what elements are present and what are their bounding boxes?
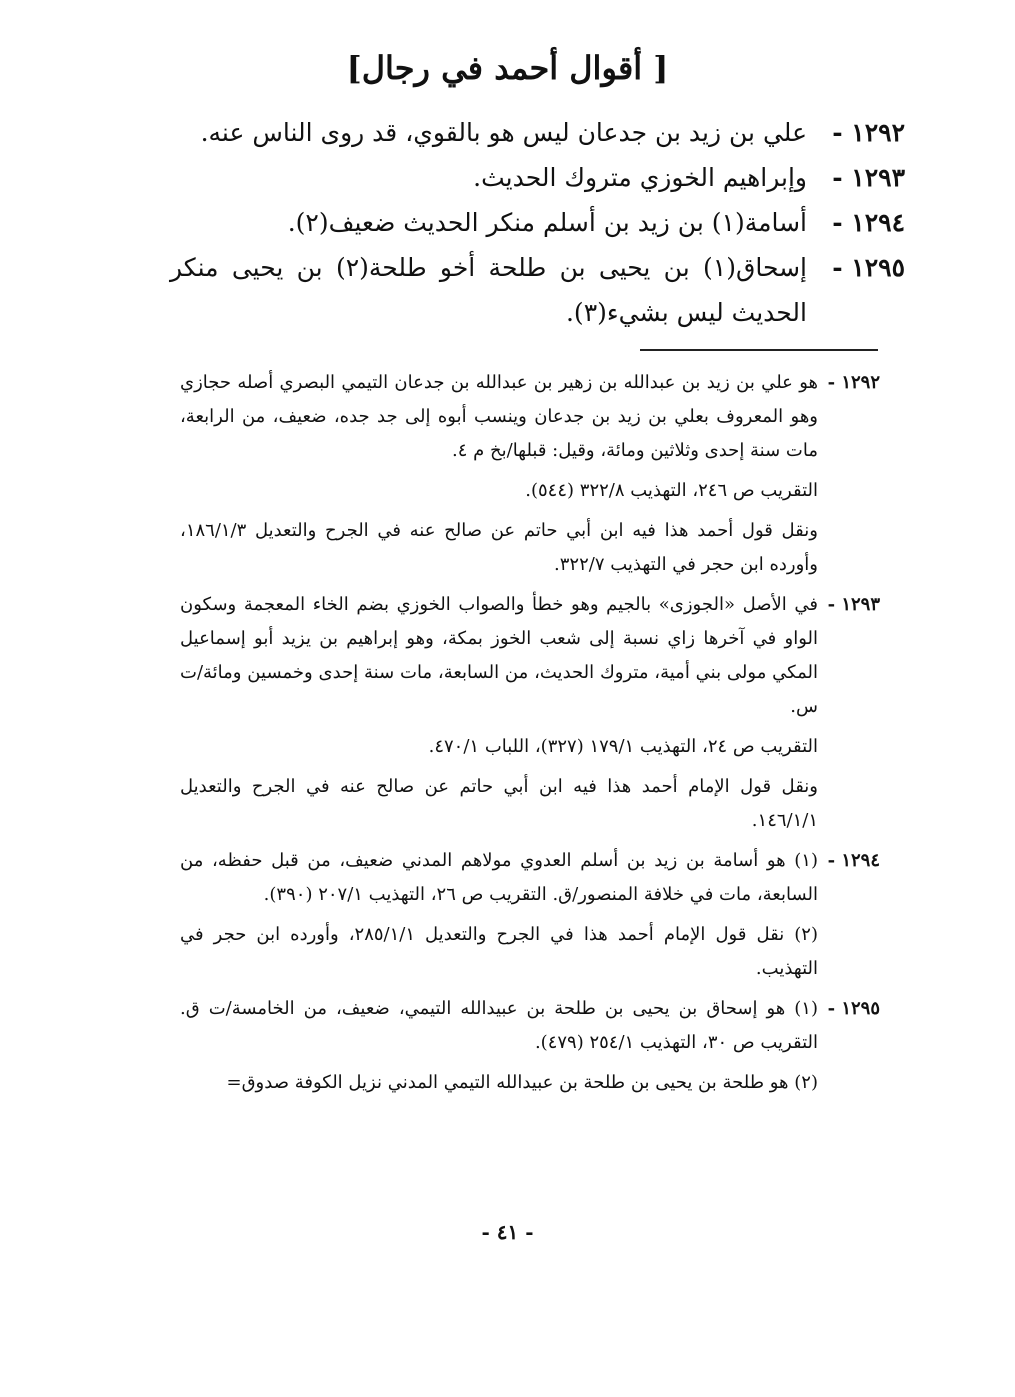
page-number: - ٤١ - [481,1220,534,1244]
entry-text: إسحاق(١) بن يحيى بن طلحة أخو طلحة(٢) بن يحيى منكر الحديث ليس بشيء(٣). [170,253,807,327]
entry-1293 [170,155,905,200]
footnote-number: ١٢٩٤ - [827,850,880,871]
footnote-paragraph: في الأصل «الجوزى» بالجيم وهو خطأ والصواب الخوزي بضم الخاء المعجمة وسكون الواو في آخرها زاي نسبة إلى شعب الخوز بمكة، وهو إبراهيم بن يزيد أبو إسماعيل المكي مولى بني أمية، متروك الحديث، من السابعة، مات سنة إحدى وخمسين ومائة/ت س. [180,594,818,717]
entry-text: وإبراهيم الخوزي متروك الحديث. [473,163,807,192]
entry-text: علي بن زيد بن جدعان ليس هو بالقوي، قد روى الناس عنه. [200,118,807,147]
footnote-paragraph: (٢) نقل قول الإمام أحمد هذا في الجرح والتعديل ٢٨٥/١/١، وأورده ابن حجر في التهذيب. [180,924,818,979]
footnote-paragraph: هو علي بن زيد بن عبدالله بن زهير بن عبدالله بن جدعان التيمي البصري أصله حجازي وهو المعروف بعلي بن زيد بن جدعان وينسب أبوه إلى جد جده، ضعيف، من الرابعة، مات سنة إحدى وثلاثين ومائة، وقيل: قبلها/بخ م ٤. [180,372,818,461]
footnote-paragraph: (٢) هو طلحة بن يحيى بن طلحة بن عبيدالله التيمي المدني نزيل الكوفة صدوق= [226,1072,818,1093]
entry-number: ١٢٩٤ - [832,208,905,237]
footnote-paragraph: ونقل قول الإمام أحمد هذا فيه ابن أبي حاتم عن صالح عنه في الجرح والتعديل ١٤٦/١/١. [180,776,819,831]
footnote-paragraph: التقريب ص ٢٤٦، التهذيب ٣٢٢/٨ (٥٤٤). [525,480,818,501]
footnote-number: ١٢٩٣ - [827,594,880,615]
main-text [170,110,905,335]
entry-text: أسامة(١) بن زيد بن أسلم منكر الحديث ضعيف(٢). [287,208,807,237]
entry-number: ١٢٩٣ - [832,163,905,192]
footnote-paragraph: (١) هو إسحاق بن يحيى بن طلحة بن عبيدالله التيمي، ضعيف، من الخامسة/ت ق. التقريب ص ٣٠، التهذيب ٢٥٤/١ (٤٧٩). [180,998,818,1053]
footnote-paragraph: التقريب ص ٢٤، التهذيب ١٧٩/١ (٣٢٧)، اللباب ٤٧٠/١. [428,736,818,757]
footnotes [180,366,880,1106]
footnote-1293 [180,588,880,838]
entry-number: ١٢٩٥ - [832,253,905,282]
entry-1292 [170,110,905,155]
page-title: [ أقوال أحمد في رجال] [346,49,669,87]
footnote-number: ١٢٩٢ - [827,372,880,393]
footnote-number: ١٢٩٥ - [827,998,880,1019]
footnote-1295 [180,992,880,1100]
entry-1294 [170,200,905,245]
footnote-1292 [180,366,880,582]
footnote-divider [640,349,878,351]
entry-1295 [170,245,905,335]
entry-number: ١٢٩٢ - [832,118,905,147]
footnote-1294 [180,844,880,986]
footnote-paragraph: (١) هو أسامة بن زيد بن أسلم العدوي مولاهم المدني ضعيف، من قبل حفظه، من السابعة، مات في خلافة المنصور/ق. التقريب ص ٢٦، التهذيب ٢٠٧/١ (٣٩٠). [180,850,818,905]
footnote-paragraph: ونقل قول أحمد هذا فيه ابن أبي حاتم عن صالح عنه في الجرح والتعديل ١٨٦/١/٣، وأورده ابن حجر في التهذيب ٣٢٢/٧. [180,520,818,575]
